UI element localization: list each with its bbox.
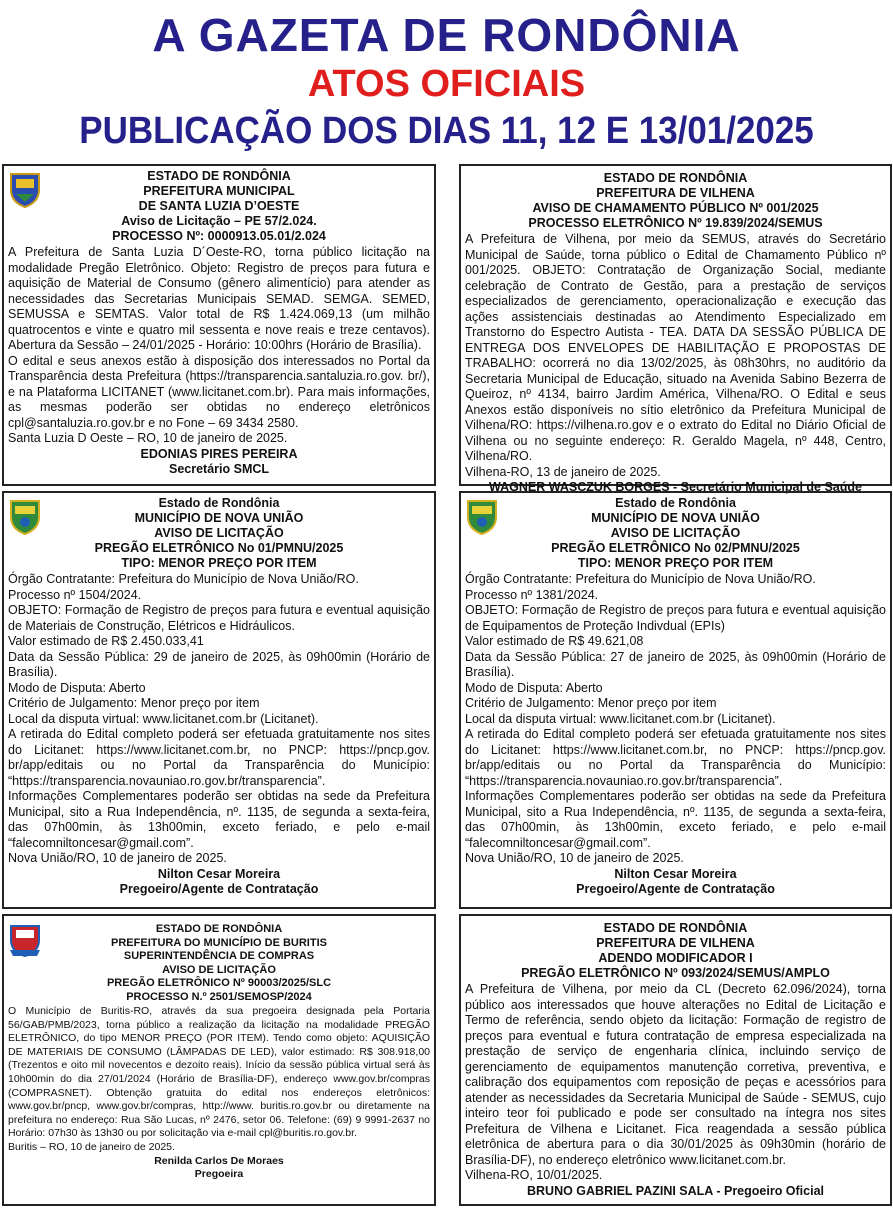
notice-vilhena-adendo (459, 914, 892, 1206)
notice-header: Estado de Rondônia MUNICÍPIO DE NOVA UNIÃO AVISO DE LICITAÇÃO PREGÃO ELETRÔNICO No 02/PMNU/2025 TIPO: MENOR PREÇO POR ITEM (551, 496, 800, 570)
nova-uniao-crest-icon (465, 497, 499, 535)
signer-name: Nilton Cesar Moreira (614, 866, 737, 881)
newspaper-title: A GAZETA DE RONDÔNIA (152, 9, 741, 61)
notice-header: ESTADO DE RONDÔNIA PREFEITURA DE VILHENA ADENDO MODIFICADOR I PREGÃO ELETRÔNICO Nº 093/2024/SEMUS/AMPLO (521, 921, 830, 980)
notice-body: Órgão Contratante: Prefeitura do Município de Nova União/RO. Processo nº 1381/2024. OBJETO: Formação de Registro de preços para futura e eventual aquisição de Equipamentos de Proteção Indivdual (EPIs) Valor estimado de R$ 49.621,08 Data da Sessão Pública: 27 de janeiro de 2025, às 09h00min (Horário de Brasília). Modo de Disputa: Aberto Critério de Julgamento: Menor preço por item Local da disputa virtual: www.licitanet.com.br (Licitanet). A retirada do Edital completo poderá ser efetuada gratuitamente nos sites do Licitanet: https://www.licitanet.com.br, no PNCP: https://pncp.gov. br/app/editais ou no Portal da Transparência do Município: “https://transparencia.novauniao.ro.gov.br/transparencia”. Informações Complementares poderão ser obtidas na sede da Prefeitura Municipal, sito a Rua Independência, nº. 1135, de segunda a sexta-feira, das 07h00min, às 13h00min, exceto feriado, e pelo e-mail “falecomniltoncesar@gmail.com”. Nova União/RO, 10 de janeiro de 2025. (465, 572, 886, 865)
notice-body: A Prefeitura de Santa Luzia D´Oeste-RO, torna público licitação na modalidade Pregão Eletrônico. Objeto: Registro de preços para futura e aquisição de Material de Consumo (gênero alimentício) para atender as necessidades das Secretarias Municipais SEMAD. SEMGA. SEMED, SEMUSSA e SEMTAS. Valor total de R$ 1.424.069,13 (um milhão quatrocentos e vinte e quatro mil sessenta e nove reais e treze centavos). Abertura da Sessão – 24/01/2025 - Horário: 10:00hrs (Horário de Brasília). O edital e seus anexos estão à disposição dos interessados no Portal da Transparência desta Prefeitura (https://transparencia.santaluzia.ro.gov. br/), e na Plataforma LICITANET (www.licitanet.com.br). Para mais informações, as mesmas poderão ser obtidas no endereço eletrônicos cpl@santaluzia.ro.gov.br e no Fone – 69 3434 2580. Santa Luzia D Oeste – RO, 10 de janeiro de 2025. (8, 245, 430, 445)
signer-role: Pregoeira (194, 1168, 244, 1181)
signer-name: Nilton Cesar Moreira (157, 866, 281, 881)
nova-uniao-crest-icon (8, 497, 42, 535)
notice-nova-uniao-02 (459, 491, 892, 909)
signer-line: BRUNO GABRIEL PAZINI SALA - Pregoeiro Oficial (526, 1183, 825, 1198)
notice-body: A Prefeitura de Vilhena, por meio da SEMUS, através do Secretário Municipal de Saúde, torna público o Edital de Chamamento Público nº 001/2025. OBJETO: Contratação de Organização Social, mediante celebração de Contrato de Gestão, para a prestação de serviços especializados de gerenciamento, operacionalização e execução das ações assistenciais destinadas ao Atendimento Especializado em Transtorno do Espectro Autista - TEA. DATA DA SESSÃO PÚBLICA DE ENTREGA DOS ENVELOPES DE HABILITAÇÃO E PROPOSTAS DE TRABALHO: ocorrerá no dia 13/02/2025, às 08h30hrs, no auditório da Secretaria Municipal de Educação, situado na Avenida Sabino Bezerra de Queiroz, nº 4134, bairro Jardim América, Vilhena/RO. O Edital e seus Anexos estão disponíveis no sítio eletrônico da Prefeitura Municipal de Vilhena/RO: https://vilhena.ro.gov e o extrato do Edital no Diário Oficial de Vilhena ou no seguinte endereço: R. Geraldo Magela, nº 448, Centro, Vilhena/RO. Vilhena-RO, 13 de janeiro de 2025. (465, 232, 886, 479)
notice-header: ESTADO DE RONDÔNIA PREFEITURA DO MUNICÍPIO DE BURITIS SUPERINTENDÊNCIA DE COMPRAS AVISO DE LICITAÇÃO PREGÃO ELETRÔNICO Nº 90003/2025/SLC PROCESSO N.º 2501/SEMOSP/2024 (106, 923, 332, 1003)
notice-header: Estado de Rondônia MUNICÍPIO DE NOVA UNIÃO AVISO DE LICITAÇÃO PREGÃO ELETRÔNICO No 01/PMNU/2025 TIPO: MENOR PREÇO POR ITEM (94, 496, 344, 570)
notice-body: Órgão Contratante: Prefeitura do Município de Nova União/RO. Processo nº 1504/2024. OBJETO: Formação de Registro de preços para futura e eventual aquisição de Materiais de Construção, Elétricos e Hidráulicos. Valor estimado de R$ 2.450.033,41 Data da Sessão Pública: 29 de janeiro de 2025, às 09h00min (Horário de Brasília). Modo de Disputa: Aberto Critério de Julgamento: Menor preço por item Local da disputa virtual: www.licitanet.com.br (Licitanet). A retirada do Edital completo poderá ser efetuada gratuitamente nos sites do Licitanet: https://www.licitanet.com.br, no PNCP: https://pncp.gov. br/app/editais ou no Portal da Transparência do Município: “https://transparencia.novauniao.ro.gov.br/transparencia”. Informações Complementares poderão ser obtidas na sede da Prefeitura Municipal, sito a Rua Independência, nº. 1135, de segunda a sexta-feira, das 07h00min, às 13h00min, exceto feriado, e pelo e-mail “falecomniltoncesar@gmail.com”. Nova União/RO, 10 de janeiro de 2025. (8, 572, 430, 865)
notice-nova-uniao-01 (2, 491, 436, 909)
signer-role: Secretário SMCL (168, 462, 270, 476)
notice-vilhena-chamamento (459, 164, 892, 494)
masthead (0, 0, 893, 160)
notice-buritis (2, 914, 436, 1206)
notice-header: ESTADO DE RONDÔNIA PREFEITURA DE VILHENA AVISO DE CHAMAMENTO PÚBLICO Nº 001/2025 PROCESSO ELETRÔNICO Nº 19.839/2024/SEMUS (528, 171, 823, 230)
signer-name: Renilda Carlos De Moraes (154, 1154, 284, 1167)
notice-santa-luzia (2, 164, 436, 486)
section-title: ATOS OFICIAIS (307, 63, 586, 105)
santa-luzia-crest-icon (8, 170, 42, 208)
notice-body: A Prefeitura de Vilhena, por meio da CL (Decreto 62.096/2024), torna público aos interessados que houve alterações no Edital de Licitação e Termo de referência, sendo objeto da licitação: Formação de registro de preços para eventual e futura contratação de empresa especializada na prestação de serviço de engenharia clínica, incluindo serviço de gerenciamento de equipamentos manutenção corretiva, preventiva, e calibração dos equipamentos com reposição de peças e acessórios para atender as necessidades da Secretaria Municipal de Saúde - SEMUS, cujo inteiro teor foi publicado e pode ser consultado na íntegra nos sites Prefeitura de Vilhena e Licitanet. Fica reagendada a sessão pública eletrônica de abertura para o dia 30/01/2025 às 09h30min (horário de Brasília-DF), no endereço eletrônico www.licitanet.com.br. Vilhena-RO, 10/01/2025. (465, 982, 886, 1182)
signer-name: EDONIAS PIRES PEREIRA (140, 446, 298, 461)
buritis-crest-icon (8, 920, 42, 958)
signer-role: Pregoeiro/Agente de Contratação (576, 882, 775, 896)
notice-header: ESTADO DE RONDÔNIA PREFEITURA MUNICIPAL DE SANTA LUZIA D’OESTE Aviso de Licitação – PE 57/2.024. PROCESSO Nº: 0000913.05.01/2.024 (112, 169, 326, 243)
signer-role: Pregoeiro/Agente de Contratação (119, 882, 319, 896)
notice-body: O Município de Buritis-RO, através da sua pregoeira designada pela Portaria 56/GAB/PMB/2023, torna público a realização da licitação na modalidade PREGÃO ELETRÔNICO, do tipo MENOR PREÇO (POR ITEM). Tendo como objeto: AQUISIÇÃO DE MATERIAIS DE CONSUMO (LÂMPADAS DE LED), valor estimado: R$ 308.918,00 (Trezentos e oito mil novecentos e dezoito reais). Início da sessão pública virtual será às 10h00min do dia 27/01/2024 (Horário de Brasília-DF), endereço www.gov.br/compras (COMPRASNET). Obtenção gratuita do edital nos endereços eletrônicos: www.gov.br/pncp, www.gov.br/compras, http://www. buritis.ro.gov.br ou diretamente na prefeitura no endereço: Rua São Lucas, nº 2476, setor 06. Telefone: (69) 9 9991-2637 no Horário: 07h30 às 13h30 ou por solicitação via e-mail cpl@buritis.ro.gov.br. Buritis – RO, 10 de janeiro de 2025. (8, 1005, 430, 1153)
signer-line: WAGNER WASCZUK BORGES - Secretário Municipal de Saúde (489, 480, 862, 494)
publication-dates: PUBLICAÇÃO DOS DIAS 11, 12 E 13/01/2025 (79, 110, 814, 152)
